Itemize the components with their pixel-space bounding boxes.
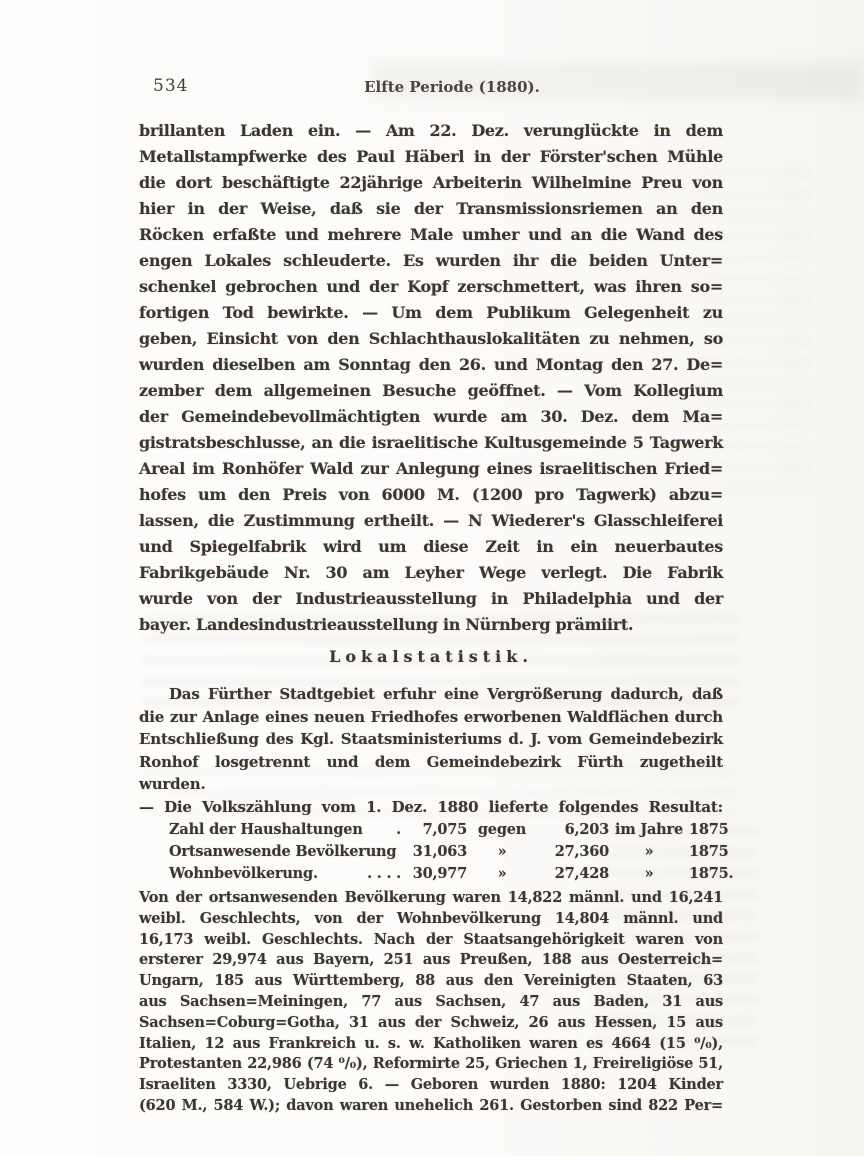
- table-row: [169, 863, 734, 885]
- page-number: 534: [153, 76, 189, 96]
- text-line: Das Fürther Stadtgebiet erfuhr eine Vergrößerung dadurch, daß: [169, 685, 723, 703]
- leader-dots: . . . .: [367, 865, 401, 882]
- row-label: Ortsanwesende Bevölkerung: [169, 843, 397, 860]
- separator-cell: im Jahre: [615, 821, 683, 838]
- text-line: Ronhof losgetrennt und dem Gemeindebezirk Fürth zugetheilt wurden.: [139, 752, 723, 793]
- row-label: Wohnbevölkerung.: [169, 865, 318, 882]
- text-line: hier in der Weise, daß sie der Transmissionsriemen an den: [139, 199, 723, 218]
- year-cell: 1875.: [689, 865, 734, 882]
- text-line: aus Sachsen=Meiningen, 77 aus Sachsen, 47 aus Baden, 31 aus: [139, 992, 723, 1010]
- separator-cell: »: [497, 843, 507, 860]
- text-line: ersterer 29,974 aus Bayern, 251 aus Preußen, 188 aus Oesterreich=: [139, 951, 723, 969]
- paragraph-accidents-and-news: [139, 118, 723, 638]
- text-line: die zur Anlage eines neuen Friedhofes erworbenen Waldflächen durch: [139, 707, 723, 726]
- value-1880-cell: 30,977: [412, 865, 467, 882]
- text-line: geben, Einsicht von den Schlachthauslokalitäten zu nehmen, so: [139, 329, 723, 348]
- census-statistics-table: [169, 819, 734, 885]
- text-line: die dort beschäftigte 22jährige Arbeiterin Wilhelmine Preu von: [139, 173, 723, 192]
- separator-cell: gegen: [477, 821, 527, 838]
- value-1880-cell: 7,075: [422, 821, 467, 838]
- text-line: gistratsbeschlusse, an die israelitische Kultusgemeinde 5 Tagwerk: [139, 433, 723, 452]
- value-1875-cell: 6,203: [564, 821, 609, 838]
- paragraph-population-details: [139, 888, 723, 1117]
- text-line: Entschließung des Kgl. Staatsministeriums d. J. vom Gemeindebezirk: [139, 730, 723, 748]
- text-line: Areal im Ronhöfer Wald zur Anlegung eines israelitischen Fried=: [139, 459, 723, 478]
- text-line: und Spiegelfabrik wird um diese Zeit in ein neuerbautes: [139, 537, 723, 556]
- value-1875-cell: 27,360: [554, 843, 609, 860]
- text-line: zember dem allgemeinen Besuche geöffnet. — Vom Kollegium: [139, 381, 723, 400]
- text-line: der Gemeindebevollmächtigten wurde am 30. Dez. dem Ma=: [139, 407, 723, 426]
- text-line: lassen, die Zustimmung ertheilt. — N Wiederer's Glasschleiferei: [139, 511, 723, 530]
- text-line: 16,173 weibl. Geschlechts. Nach der Staatsangehörigkeit waren von: [139, 930, 723, 948]
- text-line: Ungarn, 185 aus Württemberg, 88 aus den Vereinigten Staaten, 63: [139, 972, 723, 990]
- leader-dots: .: [396, 821, 401, 838]
- year-cell: 1875: [689, 843, 729, 860]
- page-header: [139, 76, 723, 98]
- text-line: Protestanten 22,986 (74 ⁰/₀), Reformirte 25, Griechen 1, Freireligiöse 51,: [139, 1055, 723, 1073]
- separator-cell: »: [497, 865, 507, 882]
- row-label-cell: [169, 841, 407, 863]
- row-label-cell: [169, 863, 407, 885]
- row-label: Zahl der Haushaltungen: [169, 821, 363, 838]
- paragraph-city-area: [139, 683, 723, 818]
- separator-cell: »: [644, 865, 654, 882]
- table-row: [169, 819, 729, 841]
- text-line: hofes um den Preis von 6000 M. (1200 pro Tagwerk) abzu=: [139, 485, 723, 504]
- text-line: Israeliten 3330, Uebrige 6. — Geboren wurden 1880: 1204 Kinder: [139, 1076, 723, 1094]
- text-line: — Die Volkszählung vom 1. Dez. 1880 lieferte folgendes Resultat:: [139, 797, 723, 816]
- text-line: wurden dieselben am Sonntag den 26. und Montag den 27. De=: [139, 355, 723, 374]
- text-line: schenkel gebrochen und der Kopf zerschmettert, was ihren so=: [139, 277, 723, 296]
- text-line: Fabrikgebäude Nr. 30 am Leyher Wege verlegt. Die Fabrik: [139, 563, 723, 582]
- text-line: Italien, 12 aus Frankreich u. s. w. Katholiken waren es 4664 (15 ⁰/₀),: [139, 1034, 723, 1052]
- section-heading: Lokalstatistik.: [329, 647, 533, 666]
- text-line: brillanten Laden ein. — Am 22. Dez. verunglückte in dem: [139, 121, 723, 140]
- text-line: weibl. Geschlechts, von der Wohnbevölkerung 14,804 männl. und: [139, 909, 723, 927]
- row-label-cell: [169, 819, 407, 841]
- value-1880-cell: 31,063: [412, 843, 467, 860]
- year-cell: 1875: [689, 821, 729, 838]
- separator-cell: »: [644, 843, 654, 860]
- text-line: bayer. Landesindustrieausstellung in Nürnberg prämiirt.: [139, 615, 634, 634]
- text-line: engen Lokales schleuderte. Es wurden ihr die beiden Unter=: [139, 251, 723, 270]
- text-line: Metallstampfwerke des Paul Häberl in der Förster'schen Mühle: [139, 147, 723, 166]
- text-line: wurde von der Industrieausstellung in Philadelphia und der: [139, 589, 723, 608]
- value-1875-cell: 27,428: [554, 865, 609, 882]
- running-header: Elfte Periode (1880).: [364, 78, 540, 96]
- page-content: [139, 0, 734, 1117]
- text-line: (620 M., 584 W.); davon waren unehelich 261. Gestorben sind 822 Per=: [139, 1096, 723, 1114]
- text-line: Von der ortsanwesenden Bevölkerung waren 14,822 männl. und 16,241: [139, 889, 723, 906]
- text-line: fortigen Tod bewirkte. — Um dem Publikum Gelegenheit zu: [139, 303, 723, 322]
- text-line: Sachsen=Coburg=Gotha, 31 aus der Schweiz, 26 aus Hessen, 15 aus: [139, 1013, 723, 1031]
- table-row: [169, 841, 729, 863]
- text-line: Röcken erfaßte und mehrere Male umher und an die Wand des: [139, 225, 723, 244]
